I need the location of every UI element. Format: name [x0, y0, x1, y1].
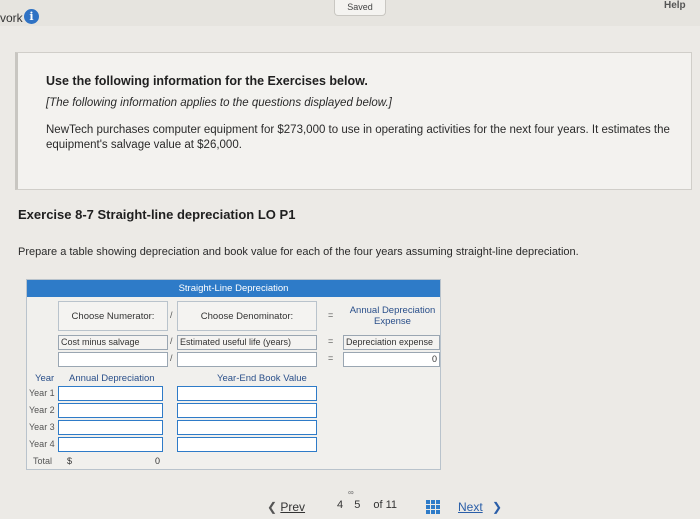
- denominator-value: Estimated useful life (years): [180, 337, 292, 347]
- chevron-right-icon: ❯: [492, 500, 503, 514]
- row-label-year-2: Year 2: [29, 405, 55, 415]
- denominator-select[interactable]: [177, 335, 317, 350]
- row-label-year-1: Year 1: [29, 388, 55, 398]
- book-value-year-2-input[interactable]: [177, 403, 317, 418]
- grid-icon[interactable]: [426, 500, 440, 514]
- exercise-title: Exercise 8-7 Straight-line depreciation LO P1: [18, 207, 296, 222]
- result-select[interactable]: [343, 335, 440, 350]
- info-panel: [15, 52, 692, 190]
- result-heading: Annual Depreciation Expense: [349, 305, 436, 327]
- next-label: Next: [458, 500, 483, 514]
- numerator-amount-input[interactable]: [58, 352, 168, 367]
- equals-operator-row: =: [328, 336, 334, 346]
- result-value: Depreciation expense: [346, 337, 434, 347]
- page-current[interactable]: 4: [337, 499, 344, 511]
- prev-button[interactable]: [254, 497, 318, 517]
- total-currency: $: [67, 456, 73, 466]
- denominator-heading: Choose Denominator:: [177, 301, 317, 331]
- equals-operator-amount: =: [328, 353, 334, 363]
- page-total: of 11: [373, 499, 398, 511]
- equals-operator: =: [328, 310, 334, 320]
- depreciation-table: [26, 279, 441, 470]
- row-label-year-3: Year 3: [29, 422, 55, 432]
- book-value-year-1-input[interactable]: [177, 386, 317, 401]
- col-annual-depreciation-header: Annual Depreciation: [69, 373, 155, 384]
- col-book-value-header: Year-End Book Value: [217, 373, 307, 384]
- book-value-year-3-input[interactable]: [177, 420, 317, 435]
- next-button[interactable]: [458, 497, 528, 517]
- total-annual-depreciation: 0: [155, 456, 161, 466]
- annual-depreciation-year-3-input[interactable]: [58, 420, 163, 435]
- col-year-header: Year: [35, 373, 55, 384]
- result-amount-field: [343, 352, 440, 367]
- divide-operator-row: /: [170, 336, 173, 346]
- numerator-heading: Choose Numerator:: [58, 301, 168, 331]
- annual-depreciation-year-1-input[interactable]: [58, 386, 163, 401]
- denominator-amount-input[interactable]: [177, 352, 317, 367]
- info-heading: Use the following information for the Exercises below.: [46, 74, 368, 88]
- chevron-left-icon: ❮: [266, 500, 278, 514]
- exercise-instructions: Prepare a table showing depreciation and book value for each of the four years assuming straight-line depreciation.: [18, 246, 579, 258]
- link-icon: ∞: [348, 488, 354, 497]
- row-label-total: Total: [33, 456, 53, 466]
- saved-status-badge: Saved: [334, 0, 386, 16]
- numerator-select[interactable]: [58, 335, 168, 350]
- result-amount: 0: [431, 354, 437, 364]
- divide-operator: /: [170, 310, 173, 320]
- info-subheading: [The following information applies to the questions displayed below.]: [46, 97, 392, 109]
- table-header: Straight-Line Depreciation: [27, 280, 440, 297]
- book-value-year-4-input[interactable]: [177, 437, 317, 452]
- row-label-year-4: Year 4: [29, 439, 55, 449]
- annual-depreciation-year-2-input[interactable]: [58, 403, 163, 418]
- annual-depreciation-year-4-input[interactable]: [58, 437, 163, 452]
- help-link[interactable]: Help: [664, 0, 686, 11]
- info-body: NewTech purchases computer equipment for $273,000 to use in operating activities for the next four years. It estimates the equipment's salvage value at $26,000.: [46, 124, 670, 151]
- prev-label: Prev: [280, 500, 306, 514]
- work-label: vork: [0, 11, 23, 25]
- info-icon[interactable]: i: [24, 9, 39, 24]
- numerator-value: Cost minus salvage: [61, 337, 140, 347]
- divide-operator-amount: /: [170, 353, 173, 363]
- page-indicator: [337, 488, 398, 511]
- page-next[interactable]: 5: [354, 499, 361, 511]
